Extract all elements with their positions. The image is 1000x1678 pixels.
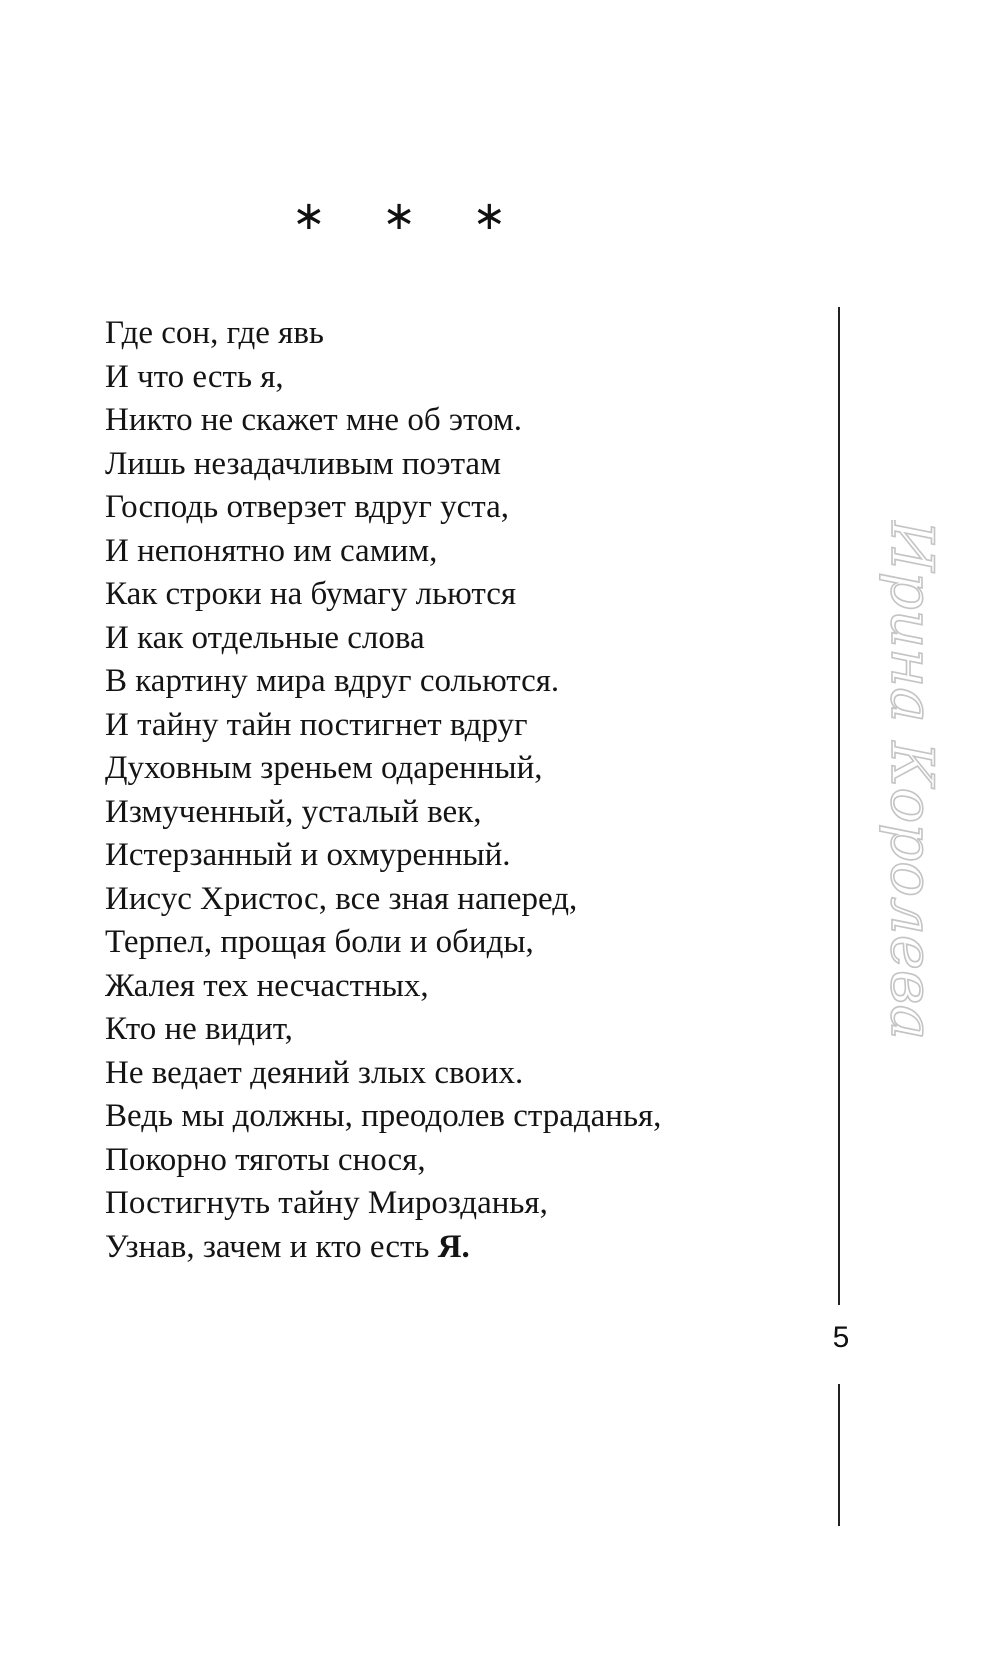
poem-line: Постигнуть тайну Мирозданья,: [105, 1185, 548, 1221]
poem-line: Иисус Христос, все зная наперед,: [105, 880, 578, 917]
margin-rule-top: [838, 307, 840, 1305]
poem-line: Господь отверзет вдруг уста,: [105, 489, 509, 525]
poem-line: И что есть я,: [105, 358, 284, 395]
poem-line: Жалея тех несчастных,: [105, 967, 429, 1004]
poem-line: Где сон, где явь: [105, 315, 324, 351]
poem-line: И тайну тайн постигнет вдруг: [105, 706, 528, 743]
author-watermark: [870, 520, 950, 1060]
poem-line: Ведь мы должны, преодолев страданья,: [105, 1098, 662, 1134]
margin-rule-bottom: [838, 1384, 840, 1526]
poem-line: И как отдельные слова: [105, 619, 425, 656]
author-watermark-text: Ирина Королева: [878, 520, 946, 1028]
poem-line-last: [105, 1226, 785, 1270]
poem-line: Покорно тяготы снося,: [105, 1141, 426, 1178]
poem-line: В картину мира вдруг сольются.: [105, 663, 560, 699]
poem-line: Никто не скажет мне об этом.: [105, 402, 523, 438]
poem: [105, 312, 785, 1269]
section-ornament: ∗ ∗ ∗: [292, 193, 528, 239]
page-number: 5: [832, 1321, 850, 1354]
poem-line: Кто не видит,: [105, 1011, 293, 1047]
poem-line: Лишь незадачливым поэтам: [105, 445, 501, 482]
poem-line-last-emphasis: Я.: [437, 1228, 470, 1265]
poem-line: Терпел, прощая боли и обиды,: [105, 924, 534, 960]
poem-line: Не ведает деяний злых своих.: [105, 1054, 524, 1091]
poem-line-last-text: Узнав, зачем и кто есть: [105, 1228, 438, 1265]
poem-line: И непонятно им самим,: [105, 532, 438, 569]
poem-line: Измученный, усталый век,: [105, 793, 482, 830]
poem-line: Как строки на бумагу льются: [105, 576, 517, 612]
poem-line: Духовным зреньем одаренный,: [105, 750, 543, 786]
poem-line: Истерзанный и охмуренный.: [105, 837, 511, 873]
